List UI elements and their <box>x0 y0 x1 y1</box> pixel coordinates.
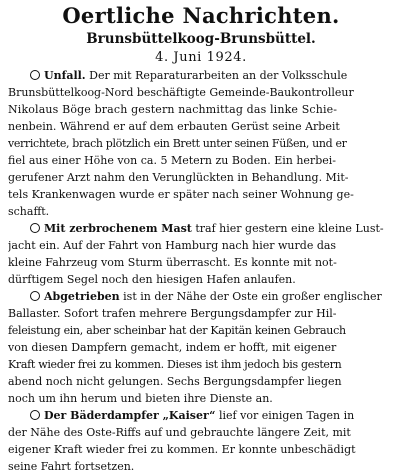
dateline: 4. Juni 1924. <box>155 50 247 65</box>
article-line: schafft. <box>8 205 50 218</box>
locality-heading: Brunsbüttelkoog-Brunsbüttel. <box>86 31 316 47</box>
article-line: nenbein. Während er auf dem erbauten Gerüst seine Arbeit <box>8 120 340 133</box>
article-lead-in: Der Bäderdampfer „Kaiser“ <box>44 409 216 422</box>
article-line <box>8 220 394 237</box>
article-lead-in: Mit zerbrochenem Mast <box>44 222 192 235</box>
article-line: feleistung ein, aber scheinbar hat der Kapitän keinen Gebrauch <box>8 324 346 337</box>
article-lead-in: Unfall. <box>44 69 86 82</box>
circle-bullet-icon <box>30 410 40 420</box>
page-title: Oertliche Nachrichten. <box>62 3 340 28</box>
article-line: kleine Fahrzeug vom Sturm überrascht. Es konnte mit not- <box>8 256 337 269</box>
circle-bullet-icon <box>30 291 40 301</box>
circle-bullet-icon <box>30 70 40 80</box>
article-unfall <box>8 67 394 220</box>
article-line: gerufener Arzt nahm den Verunglückten in Behandlung. Mit- <box>8 171 349 184</box>
article-line <box>8 407 394 424</box>
masthead <box>8 4 394 67</box>
article-text: Der mit Reparaturarbeiten an der Volksschule <box>85 69 348 82</box>
article-lead-in: Abgetrieben <box>44 290 120 303</box>
article-line: Brunsbüttelkoog-Nord beschäftigte Gemeinde-Baukontrolleur <box>8 86 354 99</box>
article-line: der Nähe des Oste-Riffs auf und gebrauchte längere Zeit, mit <box>8 426 351 439</box>
article-line: fiel aus einer Höhe von ca. 5 Metern zu Boden. Ein herbei- <box>8 154 336 167</box>
article-line: Kraft wieder frei zu kommen. Dieses ist ihm jedoch bis gestern <box>8 358 342 371</box>
article-line: Nikolaus Böge brach gestern nachmittag das linke Schie- <box>8 103 338 116</box>
article-baederdampfer <box>8 407 394 475</box>
article-line: tels Krankenwagen wurde er später nach seiner Wohnung ge- <box>8 188 354 201</box>
circle-bullet-icon <box>30 223 40 233</box>
article-text: ist in der Nähe der Oste ein großer englischer <box>119 290 382 303</box>
article-line: eigener Kraft wieder frei zu kommen. Er konnte unbeschädigt <box>8 443 356 456</box>
article-mast <box>8 220 394 288</box>
article-text: lief vor einigen Tagen in <box>215 409 355 422</box>
article-line: jacht ein. Auf der Fahrt von Hamburg nach hier wurde das <box>8 239 337 252</box>
article-line <box>8 288 394 305</box>
article-line: dürftigem Segel noch den hiesigen Hafen anlaufen. <box>8 273 296 286</box>
article-line: noch um ihn herum und bieten ihre Dienste an. <box>8 392 273 405</box>
article-line: abend noch nicht gelungen. Sechs Bergungsdampfer liegen <box>8 375 342 388</box>
article-line: verrichtete, brach plötzlich ein Brett unter seinen Füßen, und er <box>8 137 347 150</box>
article-line: Ballaster. Sofort trafen mehrere Bergungsdampfer zur Hil- <box>8 307 337 320</box>
article-line <box>8 67 394 84</box>
article-abgetrieben <box>8 288 394 407</box>
article-line: von diesen Dampfern gemacht, indem er hofft, mit eigener <box>8 341 337 354</box>
article-text: traf hier gestern eine kleine Lust- <box>191 222 384 235</box>
article-line: seine Fahrt fortsetzen. <box>8 460 135 473</box>
